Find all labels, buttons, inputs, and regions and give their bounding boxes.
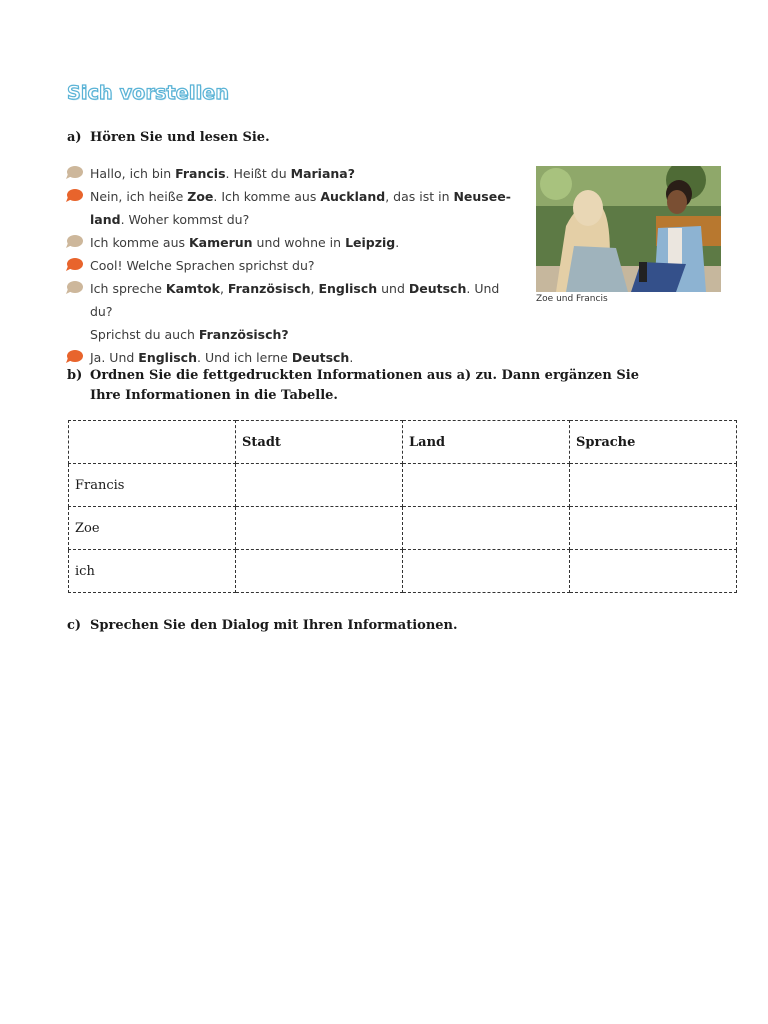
dialog-line xyxy=(66,208,516,231)
dialog-keyword: Leipzig xyxy=(345,235,396,250)
dialog-text: . Heißt du xyxy=(225,166,291,181)
task-a-text: Hören Sie und lesen Sie. xyxy=(90,130,270,145)
task-c-heading xyxy=(67,616,458,636)
table-row-label: Zoe xyxy=(69,507,236,550)
table-row xyxy=(69,507,737,550)
dialog-text: . Und ich lerne xyxy=(197,350,292,365)
table-cell-blank[interactable] xyxy=(403,507,570,550)
dialog-text: und xyxy=(377,281,409,296)
table-cell-blank[interactable] xyxy=(236,464,403,507)
dialog-keyword: Französisch xyxy=(227,281,311,296)
table-row-label: ich xyxy=(69,550,236,593)
table-row xyxy=(69,464,737,507)
task-b-text: Ordnen Sie die fettgedruckten Informationen aus a) zu. Dann ergänzen Sie Ihre Informationen in die Tabelle. xyxy=(90,368,639,403)
task-c-letter: c) xyxy=(67,618,82,633)
dialog-keyword: Neusee- xyxy=(453,189,511,204)
dialog-keyword: Zoe xyxy=(187,189,214,204)
dialog-text: , xyxy=(310,281,319,296)
task-c-text: Sprechen Sie den Dialog mit Ihren Informationen. xyxy=(90,618,458,633)
dialog-text: . Ich komme aus xyxy=(213,189,321,204)
dialog-text: Hallo, ich bin xyxy=(90,166,176,181)
task-b-letter: b) xyxy=(67,368,83,383)
table-header-stadt: Stadt xyxy=(236,421,403,464)
speech-bubble-icon xyxy=(66,235,83,248)
dialog-keyword: Deutsch xyxy=(291,350,350,365)
photo-caption: Zoe und Francis xyxy=(536,294,608,304)
speech-bubble-icon xyxy=(66,281,83,294)
dialog-text: Sprichst du auch xyxy=(90,327,199,342)
table-cell-blank[interactable] xyxy=(570,507,737,550)
dialog-line xyxy=(66,185,516,208)
table-cell-blank[interactable] xyxy=(570,550,737,593)
task-a-letter: a) xyxy=(67,130,82,145)
dialog-keyword: Englisch xyxy=(318,281,378,296)
table-header-land: Land xyxy=(403,421,570,464)
table-cell-blank[interactable] xyxy=(236,507,403,550)
dialog-text: Ich komme aus xyxy=(90,235,189,250)
dialog-keyword: Deutsch xyxy=(408,281,467,296)
photo-zoe-francis xyxy=(536,166,721,292)
dialog-keyword: Französisch? xyxy=(198,327,289,342)
dialog-text: . Woher kommst du? xyxy=(120,212,250,227)
table-header-sprache: Sprache xyxy=(570,421,737,464)
task-a-heading xyxy=(67,128,270,148)
dialog-text: Ich spreche xyxy=(90,281,166,296)
dialog-text: Nein, ich heiße xyxy=(90,189,188,204)
dialog-keyword: Francis xyxy=(175,166,226,181)
dialog-text: Cool! Welche Sprachen sprichst du? xyxy=(90,258,315,273)
dialog-line xyxy=(66,254,516,277)
dialog-keyword: Mariana? xyxy=(290,166,355,181)
info-table xyxy=(68,420,737,593)
dialog-text: Ja. Und xyxy=(90,350,139,365)
table-cell-blank[interactable] xyxy=(403,464,570,507)
dialog-line xyxy=(66,277,516,323)
dialog xyxy=(66,162,516,369)
dialog-keyword: Kamtok xyxy=(165,281,220,296)
task-b-heading xyxy=(67,366,667,406)
table-header-row xyxy=(69,421,737,464)
dialog-line xyxy=(66,162,516,185)
dialog-text: und wohne in xyxy=(252,235,346,250)
dialog-text: . xyxy=(349,350,354,365)
dialog-keyword: Englisch xyxy=(138,350,197,365)
table-cell-blank[interactable] xyxy=(570,464,737,507)
dialog-text: . Und du? xyxy=(90,281,500,319)
speech-bubble-icon xyxy=(66,189,83,202)
dialog-keyword: Auckland xyxy=(320,189,386,204)
dialog-line xyxy=(66,323,516,346)
photo-illustration xyxy=(536,166,721,292)
table-row xyxy=(69,550,737,593)
dialog-keyword: land xyxy=(90,212,121,227)
table-cell-blank[interactable] xyxy=(236,550,403,593)
dialog-text: , xyxy=(219,281,228,296)
page-title: Sich vorstellen xyxy=(67,82,230,104)
speech-bubble-icon xyxy=(66,166,83,179)
speech-bubble-icon xyxy=(66,350,83,363)
speech-bubble-icon xyxy=(66,258,83,271)
dialog-line xyxy=(66,231,516,254)
dialog-keyword: Kamerun xyxy=(188,235,253,250)
dialog-text: . xyxy=(395,235,400,250)
table-cell-blank[interactable] xyxy=(403,550,570,593)
table-header-cell xyxy=(69,421,236,464)
dialog-text: , das ist in xyxy=(385,189,454,204)
table-row-label: Francis xyxy=(69,464,236,507)
